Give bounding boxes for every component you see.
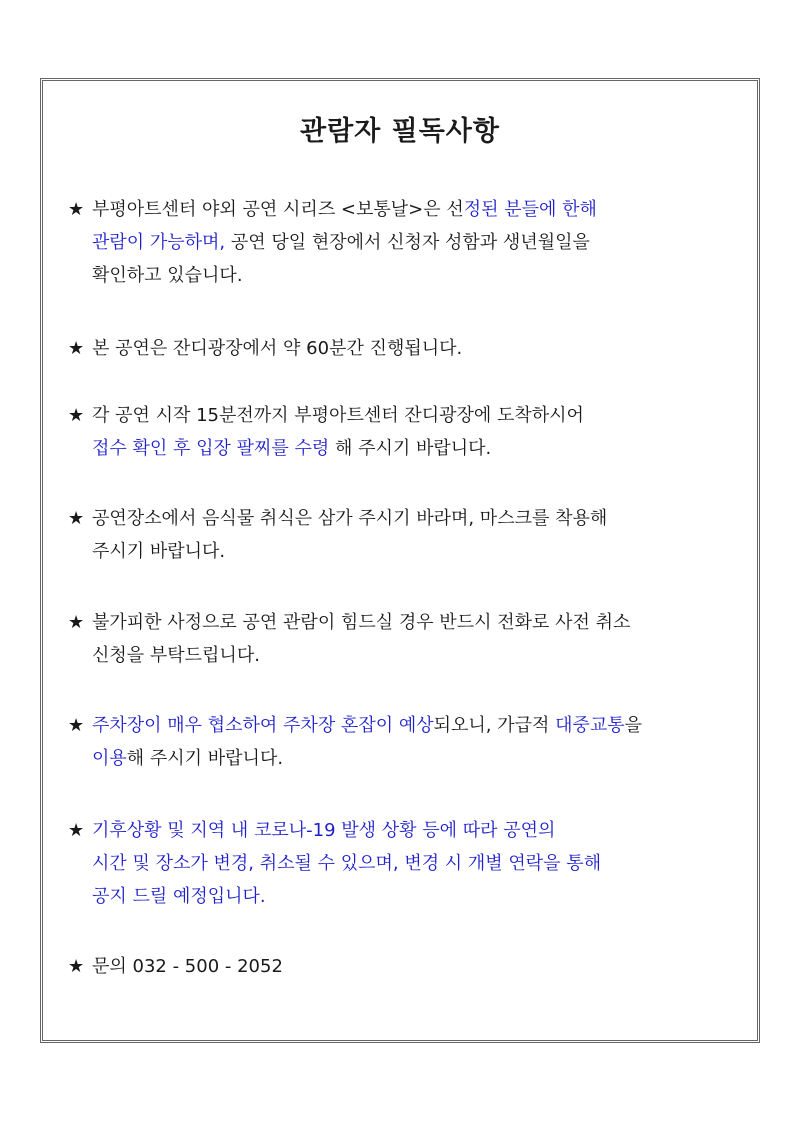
notice-item-7-line-1: 기후상황 및 지역 내 코로나-19 발생 상황 등에 따라 공연의	[92, 820, 556, 841]
notice-item-4	[68, 502, 751, 568]
star-icon: ★	[68, 612, 85, 633]
star-icon: ★	[68, 820, 85, 841]
highlight-text: 대중교통	[555, 715, 625, 736]
highlight-text: 이용	[92, 748, 127, 769]
highlight-text: 주차장이 매우 협소하여 주차장 혼잡이 예상	[92, 715, 434, 736]
notice-frame	[40, 78, 760, 1043]
notice-title: 관람자 필독사항	[300, 116, 500, 147]
star-icon: ★	[68, 199, 85, 220]
contact-phone: 문의 032 - 500 - 2052	[92, 956, 283, 977]
highlight-text: 관람이 가능하며,	[92, 232, 226, 253]
text: 되오니, 가급적	[433, 715, 556, 736]
notice-item-2	[68, 332, 751, 365]
notice-item-5	[68, 606, 751, 672]
highlight-text: 접수 확인 후 입장 팔찌를 수령	[92, 438, 330, 459]
star-icon: ★	[68, 508, 85, 529]
notice-item-7	[68, 814, 751, 913]
text: 공연 당일 현장에서 신청자 성함과 생년월일을	[225, 232, 590, 253]
notice-item-1	[68, 193, 751, 292]
notice-item-7-line-3: 공지 드릴 예정입니다.	[92, 886, 266, 907]
text: 을	[624, 715, 643, 736]
notice-item-6-line-1	[68, 709, 751, 742]
text: 부평아트센터 야외 공연 시리즈 <보통날>은 선	[92, 199, 464, 220]
notice-item-4-line-1: 공연장소에서 음식물 취식은 삼가 주시기 바라며, 마스크를 착용해	[92, 508, 608, 529]
notice-item-7-line-2: 시간 및 장소가 변경, 취소될 수 있으며, 변경 시 개별 연락을 통해	[92, 853, 602, 874]
text: 해 주시기 바랍니다.	[329, 438, 492, 459]
notice-item-4-line-2: 주시기 바랍니다.	[92, 541, 226, 562]
notice-item-1-line-2	[68, 226, 751, 259]
notice-item-5-line-1: 불가피한 사정으로 공연 관람이 힘드실 경우 반드시 전화로 사전 취소	[92, 612, 631, 633]
notice-item-8	[68, 950, 751, 983]
notice-item-1-line-3: 확인하고 있습니다.	[92, 265, 243, 286]
notice-item-6-line-2	[68, 742, 751, 775]
notice-item-3-line-2	[68, 432, 751, 465]
star-icon: ★	[68, 956, 85, 977]
star-icon: ★	[68, 715, 85, 736]
text: 해 주시기 바랍니다.	[126, 748, 284, 769]
notice-item-3	[68, 399, 751, 465]
notice-item-6	[68, 709, 751, 775]
notice-item-3-line-1: 각 공연 시작 15분전까지 부평아트센터 잔디광장에 도착하시어	[92, 405, 584, 426]
notice-item-5-line-2: 신청을 부탁드립니다.	[92, 645, 260, 666]
star-icon: ★	[68, 405, 85, 426]
highlight-text: 정된 분들에 한해	[463, 199, 597, 220]
notice-item-2-line-1: 본 공연은 잔디광장에서 약 60분간 진행됩니다.	[92, 338, 463, 359]
star-icon: ★	[68, 338, 85, 359]
notice-item-1-line-1	[68, 193, 751, 226]
